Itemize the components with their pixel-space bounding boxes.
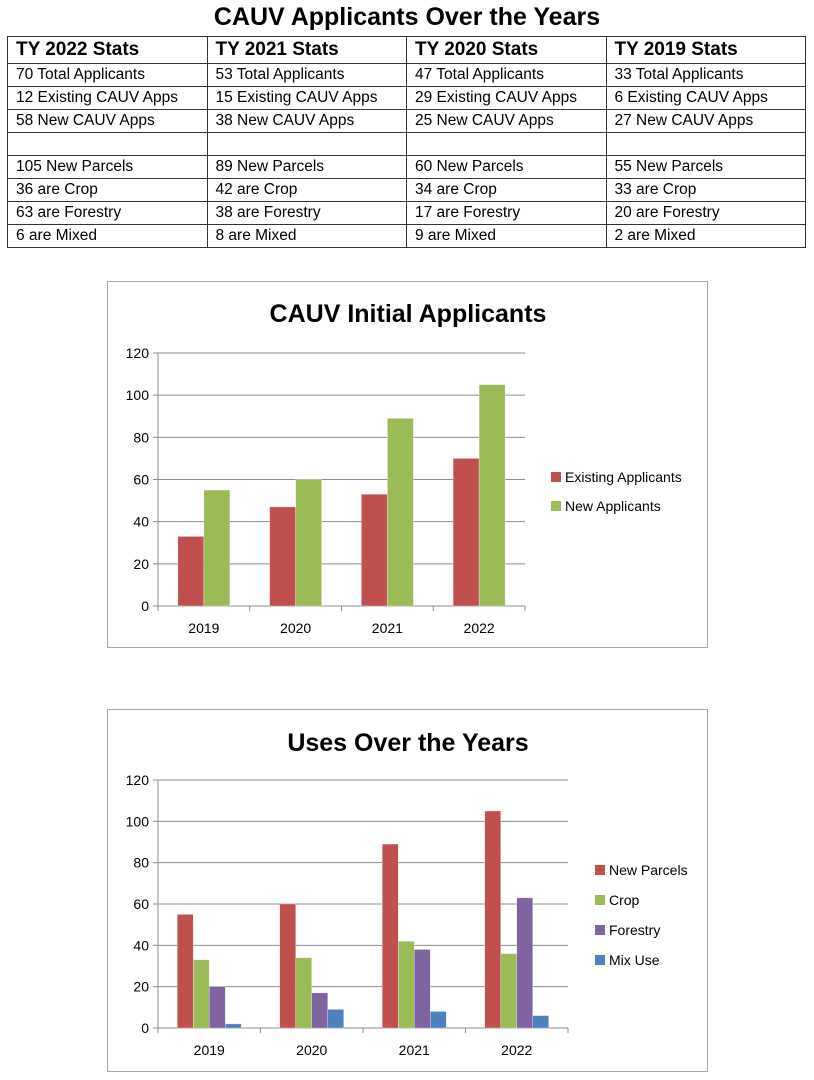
- bar-new-applicants-2020: [296, 480, 322, 607]
- header-ty-2022: TY 2022 Stats: [8, 37, 208, 64]
- bar-new-parcels-2022: [485, 811, 501, 1028]
- legend-label: New Parcels: [609, 862, 688, 878]
- bar-mix-use-2020: [328, 1009, 344, 1028]
- stats-cell: 29 Existing CAUV Apps: [407, 87, 607, 110]
- stats-row: [8, 133, 806, 156]
- stats-cell: 60 New Parcels: [407, 156, 607, 179]
- x-tick-label: 2019: [193, 1042, 225, 1058]
- stats-row: [8, 156, 806, 179]
- stats-cell: 33 Total Applicants: [606, 64, 806, 87]
- stats-table: [7, 36, 806, 248]
- stats-cell: 6 are Mixed: [8, 225, 208, 248]
- stats-cell: 20 are Forestry: [606, 202, 806, 225]
- y-tick-label: 0: [141, 598, 149, 614]
- stats-cell: 63 are Forestry: [8, 202, 208, 225]
- stats-cell: [606, 133, 806, 156]
- x-tick-label: 2021: [398, 1042, 430, 1058]
- y-tick-label: 40: [133, 937, 149, 954]
- legend-swatch: [595, 895, 605, 905]
- bar-mix-use-2022: [533, 1016, 549, 1028]
- stats-cell: [207, 133, 407, 156]
- stats-cell: 27 New CAUV Apps: [606, 110, 806, 133]
- bar-existing-applicants-2021: [361, 494, 387, 606]
- chart-uses-over-years-svg: [108, 710, 707, 1071]
- bar-crop-2022: [501, 954, 517, 1028]
- stats-cell: 47 Total Applicants: [407, 64, 607, 87]
- stats-cell: [407, 133, 607, 156]
- stats-cell: 58 New CAUV Apps: [8, 110, 208, 133]
- x-tick-label: 2021: [371, 620, 403, 636]
- legend-label: Existing Applicants: [565, 469, 682, 485]
- legend-swatch: [551, 501, 561, 511]
- stats-cell: 6 Existing CAUV Apps: [606, 87, 806, 110]
- stats-cell: 55 New Parcels: [606, 156, 806, 179]
- x-tick-label: 2020: [296, 1042, 328, 1058]
- stats-cell: 105 New Parcels: [8, 156, 208, 179]
- y-tick-label: 120: [125, 772, 149, 788]
- y-tick-label: 80: [133, 854, 149, 871]
- bar-mix-use-2019: [225, 1024, 241, 1028]
- stats-row: [8, 225, 806, 248]
- stats-cell: 34 are Crop: [407, 179, 607, 202]
- stats-row: [8, 64, 806, 87]
- stats-cell: 25 New CAUV Apps: [407, 110, 607, 133]
- y-tick-label: 120: [125, 345, 149, 361]
- chart-title: Uses Over the Years: [287, 729, 529, 757]
- stats-cell: 42 are Crop: [207, 179, 407, 202]
- y-tick-label: 0: [141, 1020, 149, 1036]
- stats-header-row: [8, 37, 806, 64]
- stats-row: [8, 179, 806, 202]
- y-tick-label: 60: [133, 896, 149, 912]
- y-tick-label: 100: [125, 387, 149, 404]
- legend-swatch: [595, 925, 605, 935]
- bar-new-parcels-2020: [280, 904, 296, 1028]
- y-tick-label: 80: [133, 429, 149, 446]
- stats-cell: [8, 133, 208, 156]
- legend-label: Crop: [609, 892, 640, 908]
- header-ty-2021: TY 2021 Stats: [207, 37, 407, 64]
- y-tick-label: 20: [133, 555, 149, 572]
- bar-new-applicants-2021: [387, 418, 413, 606]
- chart-initial-applicants: [107, 281, 708, 648]
- page-title: CAUV Applicants Over the Years: [213, 3, 601, 31]
- header-ty-2019: TY 2019 Stats: [606, 37, 806, 64]
- legend-swatch: [551, 472, 561, 482]
- stats-cell: 70 Total Applicants: [8, 64, 208, 87]
- y-tick-label: 60: [133, 471, 149, 488]
- stats-cell: 38 New CAUV Apps: [207, 110, 407, 133]
- y-tick-label: 20: [133, 978, 149, 995]
- bar-mix-use-2021: [430, 1011, 446, 1028]
- chart-uses-over-years: [107, 709, 708, 1072]
- header-ty-2020: TY 2020 Stats: [407, 37, 607, 64]
- bar-forestry-2021: [414, 949, 430, 1028]
- stats-cell: 17 are Forestry: [407, 202, 607, 225]
- stats-cell: 53 Total Applicants: [207, 64, 407, 87]
- stats-cell: 89 New Parcels: [207, 156, 407, 179]
- y-tick-label: 40: [133, 513, 149, 530]
- stats-cell: 2 are Mixed: [606, 225, 806, 248]
- bar-existing-applicants-2019: [178, 536, 204, 606]
- stats-cell: 12 Existing CAUV Apps: [8, 87, 208, 110]
- stats-cell: 9 are Mixed: [407, 225, 607, 248]
- chart-initial-applicants-svg: [108, 282, 707, 647]
- bar-existing-applicants-2020: [270, 507, 296, 606]
- bar-new-parcels-2021: [382, 844, 398, 1028]
- legend-swatch: [595, 955, 605, 965]
- legend-label: New Applicants: [565, 498, 661, 514]
- stats-row: [8, 202, 806, 225]
- x-tick-label: 2022: [463, 620, 495, 636]
- stats-row: [8, 110, 806, 133]
- stats-cell: 8 are Mixed: [207, 225, 407, 248]
- bar-forestry-2020: [312, 993, 328, 1028]
- chart-title: CAUV Initial Applicants: [269, 300, 547, 328]
- bar-forestry-2022: [517, 898, 533, 1028]
- x-tick-label: 2019: [188, 620, 220, 636]
- stats-cell: 38 are Forestry: [207, 202, 407, 225]
- stats-cell: 15 Existing CAUV Apps: [207, 87, 407, 110]
- x-tick-label: 2020: [280, 620, 312, 636]
- bar-existing-applicants-2022: [453, 458, 479, 606]
- stats-row: [8, 87, 806, 110]
- bar-forestry-2019: [209, 987, 225, 1028]
- bar-new-parcels-2019: [177, 914, 193, 1028]
- stats-cell: 33 are Crop: [606, 179, 806, 202]
- legend-label: Forestry: [609, 922, 661, 938]
- bar-crop-2020: [296, 958, 312, 1028]
- bar-new-applicants-2022: [479, 385, 505, 606]
- x-tick-label: 2022: [501, 1042, 533, 1058]
- legend-swatch: [595, 865, 605, 875]
- legend-label: Mix Use: [609, 952, 660, 968]
- y-tick-label: 100: [125, 813, 149, 830]
- bar-crop-2019: [193, 960, 209, 1028]
- stats-cell: 36 are Crop: [8, 179, 208, 202]
- bar-new-applicants-2019: [204, 490, 230, 606]
- bar-crop-2021: [398, 941, 414, 1028]
